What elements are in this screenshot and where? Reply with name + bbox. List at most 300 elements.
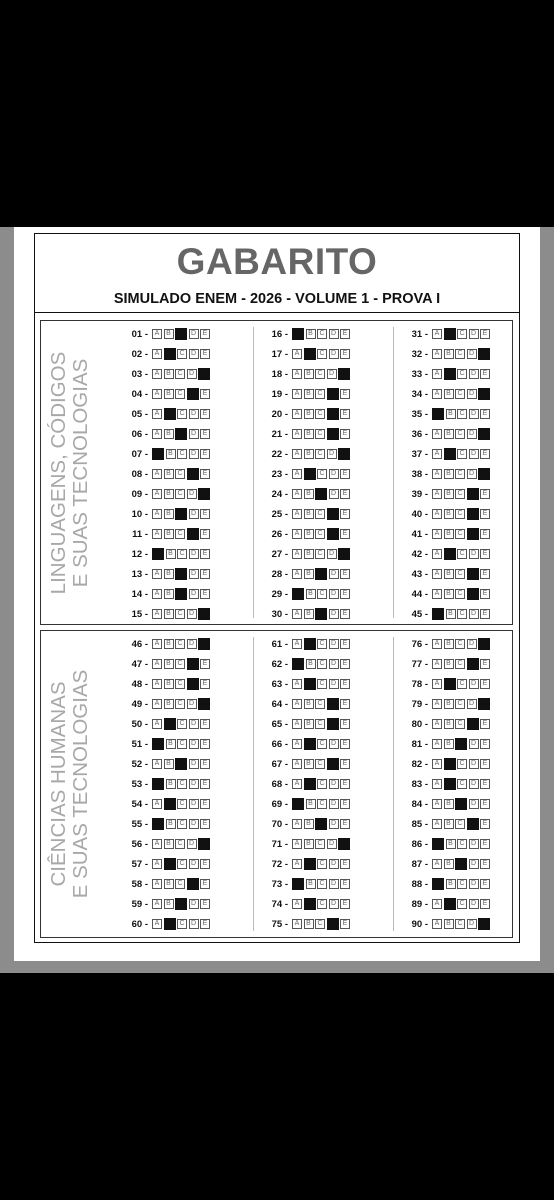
option-bubble-b: B bbox=[164, 329, 174, 339]
option-bubble-c: C bbox=[455, 569, 465, 579]
question-row bbox=[116, 507, 212, 521]
option-bubble-e bbox=[198, 368, 210, 380]
option-bubble-a: A bbox=[152, 919, 162, 929]
question-row bbox=[116, 527, 212, 541]
question-row bbox=[116, 487, 212, 501]
option-bubble-b: B bbox=[444, 569, 454, 579]
option-bubble-d: D bbox=[329, 349, 339, 359]
page-title: GABARITO bbox=[176, 241, 378, 282]
option-bubble-a: A bbox=[152, 529, 162, 539]
option-bubble-d: D bbox=[469, 839, 479, 849]
option-bubble-a: A bbox=[432, 429, 442, 439]
question-row bbox=[396, 917, 492, 931]
option-bubble-a: A bbox=[152, 429, 162, 439]
option-bubble-e: E bbox=[200, 589, 210, 599]
question-number: 22 - bbox=[271, 448, 288, 460]
question-row bbox=[396, 447, 492, 461]
question-row bbox=[396, 467, 492, 481]
option-bubble-e: E bbox=[340, 699, 350, 709]
option-bubble-a bbox=[152, 448, 164, 460]
option-bubble-b: B bbox=[444, 919, 454, 929]
option-bubble-b: B bbox=[306, 799, 316, 809]
question-number: 31 - bbox=[411, 328, 428, 340]
option-bubble-c: C bbox=[175, 489, 185, 499]
option-bubble-c: C bbox=[175, 529, 185, 539]
question-number: 71 - bbox=[271, 838, 288, 850]
option-bubble-a: A bbox=[292, 369, 302, 379]
option-bubble-d: D bbox=[469, 779, 479, 789]
option-bubble-a: A bbox=[292, 839, 302, 849]
option-bubble-b: B bbox=[444, 349, 454, 359]
option-bubble-b: B bbox=[164, 879, 174, 889]
option-bubble-e bbox=[478, 348, 490, 360]
option-bubble-d: D bbox=[187, 369, 197, 379]
section-ciencias-humanas bbox=[40, 630, 513, 938]
option-bubble-c bbox=[175, 758, 187, 770]
option-bubble-e: E bbox=[480, 739, 490, 749]
option-bubble-d bbox=[467, 588, 479, 600]
question-row bbox=[256, 897, 352, 911]
option-bubble-e bbox=[478, 428, 490, 440]
question-row bbox=[396, 717, 492, 731]
option-bubble-a: A bbox=[292, 449, 302, 459]
option-bubble-b: B bbox=[304, 569, 314, 579]
question-number: 25 - bbox=[271, 508, 288, 520]
option-bubble-c: C bbox=[457, 609, 467, 619]
column-divider bbox=[253, 637, 254, 931]
question-number: 82 - bbox=[411, 758, 428, 770]
option-bubble-e: E bbox=[340, 489, 350, 499]
option-bubble-e: E bbox=[340, 779, 350, 789]
option-bubble-a bbox=[292, 878, 304, 890]
option-bubble-d bbox=[187, 658, 199, 670]
option-bubble-c bbox=[175, 568, 187, 580]
option-bubble-b: B bbox=[166, 549, 176, 559]
question-number: 90 - bbox=[411, 918, 428, 930]
option-bubble-a: A bbox=[292, 859, 302, 869]
option-bubble-b: B bbox=[444, 639, 454, 649]
option-bubble-e: E bbox=[340, 859, 350, 869]
option-bubble-d: D bbox=[329, 609, 339, 619]
answer-sheet-page bbox=[14, 227, 540, 961]
question-row bbox=[116, 387, 212, 401]
question-row bbox=[396, 427, 492, 441]
option-bubble-d: D bbox=[329, 859, 339, 869]
option-bubble-c: C bbox=[175, 879, 185, 889]
question-number: 41 - bbox=[411, 528, 428, 540]
question-row bbox=[396, 857, 492, 871]
option-bubble-a: A bbox=[152, 349, 162, 359]
option-bubble-d: D bbox=[329, 899, 339, 909]
option-bubble-b: B bbox=[304, 759, 314, 769]
question-row bbox=[396, 777, 492, 791]
option-bubble-a: A bbox=[152, 369, 162, 379]
option-bubble-e: E bbox=[340, 389, 350, 399]
option-bubble-e: E bbox=[340, 799, 350, 809]
option-bubble-e: E bbox=[480, 409, 490, 419]
option-bubble-b: B bbox=[164, 389, 174, 399]
option-bubble-b: B bbox=[306, 329, 316, 339]
question-row bbox=[116, 367, 212, 381]
option-bubble-c: C bbox=[177, 859, 187, 869]
question-row bbox=[116, 657, 212, 671]
option-bubble-a bbox=[152, 548, 164, 560]
question-row bbox=[256, 347, 352, 361]
option-bubble-b: B bbox=[164, 609, 174, 619]
section-label-line-1: LINGUAGENS, CÓDIGOS bbox=[47, 351, 70, 594]
option-bubble-a: A bbox=[292, 469, 302, 479]
option-bubble-d: D bbox=[327, 449, 337, 459]
question-number: 77 - bbox=[411, 658, 428, 670]
option-bubble-d: D bbox=[467, 639, 477, 649]
option-bubble-c: C bbox=[315, 699, 325, 709]
option-bubble-e: E bbox=[200, 859, 210, 869]
option-bubble-a: A bbox=[292, 739, 302, 749]
question-number: 12 - bbox=[131, 548, 148, 560]
option-bubble-d: D bbox=[329, 569, 339, 579]
question-row bbox=[116, 757, 212, 771]
question-row bbox=[116, 467, 212, 481]
option-bubble-a: A bbox=[432, 349, 442, 359]
question-number: 81 - bbox=[411, 738, 428, 750]
option-bubble-d: D bbox=[189, 549, 199, 559]
option-bubble-e: E bbox=[340, 429, 350, 439]
option-bubble-b: B bbox=[444, 819, 454, 829]
question-row bbox=[256, 327, 352, 341]
option-bubble-b: B bbox=[444, 659, 454, 669]
option-bubble-d: D bbox=[187, 489, 197, 499]
option-bubble-a: A bbox=[432, 329, 442, 339]
option-bubble-d: D bbox=[327, 839, 337, 849]
option-bubble-c: C bbox=[177, 549, 187, 559]
option-bubble-c: C bbox=[317, 739, 327, 749]
option-bubble-a: A bbox=[152, 899, 162, 909]
question-number: 10 - bbox=[131, 508, 148, 520]
option-bubble-b: B bbox=[304, 529, 314, 539]
option-bubble-e: E bbox=[340, 899, 350, 909]
question-row bbox=[116, 427, 212, 441]
question-row bbox=[256, 717, 352, 731]
option-bubble-e: E bbox=[200, 799, 210, 809]
option-bubble-b: B bbox=[444, 429, 454, 439]
question-number: 68 - bbox=[271, 778, 288, 790]
option-bubble-d bbox=[187, 678, 199, 690]
option-bubble-d: D bbox=[327, 369, 337, 379]
question-row bbox=[256, 427, 352, 441]
option-bubble-b bbox=[444, 548, 456, 560]
option-bubble-d: D bbox=[469, 369, 479, 379]
option-bubble-a: A bbox=[292, 409, 302, 419]
question-row bbox=[256, 547, 352, 561]
option-bubble-a: A bbox=[432, 719, 442, 729]
option-bubble-a: A bbox=[152, 509, 162, 519]
option-bubble-e: E bbox=[340, 659, 350, 669]
option-bubble-b bbox=[164, 858, 176, 870]
option-bubble-e: E bbox=[340, 469, 350, 479]
question-number: 45 - bbox=[411, 608, 428, 620]
question-number: 14 - bbox=[131, 588, 148, 600]
option-bubble-c: C bbox=[315, 549, 325, 559]
option-bubble-b bbox=[304, 858, 316, 870]
option-bubble-c: C bbox=[457, 449, 467, 459]
question-number: 47 - bbox=[131, 658, 148, 670]
question-row bbox=[256, 527, 352, 541]
option-bubble-b: B bbox=[304, 369, 314, 379]
option-bubble-b: B bbox=[164, 469, 174, 479]
option-bubble-a: A bbox=[292, 819, 302, 829]
option-bubble-c: C bbox=[175, 389, 185, 399]
question-number: 52 - bbox=[131, 758, 148, 770]
option-bubble-e: E bbox=[340, 919, 350, 929]
question-row bbox=[396, 327, 492, 341]
option-bubble-d bbox=[327, 408, 339, 420]
question-number: 08 - bbox=[131, 468, 148, 480]
question-row bbox=[116, 637, 212, 651]
option-bubble-b: B bbox=[446, 609, 456, 619]
option-bubble-e: E bbox=[340, 529, 350, 539]
question-number: 73 - bbox=[271, 878, 288, 890]
question-row bbox=[396, 547, 492, 561]
option-bubble-d: D bbox=[189, 329, 199, 339]
option-bubble-a: A bbox=[152, 329, 162, 339]
option-bubble-d bbox=[327, 918, 339, 930]
option-bubble-d: D bbox=[189, 919, 199, 929]
option-bubble-a: A bbox=[152, 699, 162, 709]
option-bubble-b: B bbox=[164, 589, 174, 599]
option-bubble-a bbox=[432, 608, 444, 620]
option-bubble-d: D bbox=[189, 819, 199, 829]
question-number: 58 - bbox=[131, 878, 148, 890]
option-bubble-d: D bbox=[189, 589, 199, 599]
question-number: 21 - bbox=[271, 428, 288, 440]
option-bubble-d: D bbox=[467, 349, 477, 359]
option-bubble-c: C bbox=[175, 639, 185, 649]
option-bubble-d: D bbox=[329, 819, 339, 829]
section-linguagens bbox=[40, 320, 513, 625]
section-label bbox=[41, 631, 99, 937]
option-bubble-a: A bbox=[292, 919, 302, 929]
option-bubble-d: D bbox=[469, 879, 479, 889]
option-bubble-b: B bbox=[164, 509, 174, 519]
option-bubble-c: C bbox=[317, 899, 327, 909]
option-bubble-d bbox=[467, 488, 479, 500]
question-row bbox=[256, 737, 352, 751]
option-bubble-d: D bbox=[189, 899, 199, 909]
question-row bbox=[116, 897, 212, 911]
option-bubble-b bbox=[444, 758, 456, 770]
option-bubble-c: C bbox=[175, 659, 185, 669]
option-bubble-e: E bbox=[200, 819, 210, 829]
option-bubble-a: A bbox=[292, 699, 302, 709]
option-bubble-e: E bbox=[200, 739, 210, 749]
option-bubble-a bbox=[432, 408, 444, 420]
option-bubble-e: E bbox=[200, 899, 210, 909]
option-bubble-e: E bbox=[480, 569, 490, 579]
option-bubble-c bbox=[315, 818, 327, 830]
option-bubble-e: E bbox=[480, 509, 490, 519]
option-bubble-c bbox=[315, 488, 327, 500]
option-bubble-a: A bbox=[292, 509, 302, 519]
option-bubble-a bbox=[152, 738, 164, 750]
option-bubble-d bbox=[467, 528, 479, 540]
option-bubble-c bbox=[175, 508, 187, 520]
question-number: 05 - bbox=[131, 408, 148, 420]
option-bubble-e: E bbox=[480, 839, 490, 849]
question-number: 34 - bbox=[411, 388, 428, 400]
option-bubble-e: E bbox=[480, 449, 490, 459]
question-number: 48 - bbox=[131, 678, 148, 690]
option-bubble-c: C bbox=[317, 589, 327, 599]
question-row bbox=[396, 407, 492, 421]
question-number: 70 - bbox=[271, 818, 288, 830]
option-bubble-c: C bbox=[315, 919, 325, 929]
option-bubble-c: C bbox=[317, 859, 327, 869]
option-bubble-c: C bbox=[455, 509, 465, 519]
option-bubble-a: A bbox=[432, 799, 442, 809]
question-row bbox=[396, 347, 492, 361]
option-bubble-c: C bbox=[317, 659, 327, 669]
option-bubble-a: A bbox=[432, 489, 442, 499]
question-number: 32 - bbox=[411, 348, 428, 360]
option-bubble-d: D bbox=[189, 449, 199, 459]
question-row bbox=[116, 877, 212, 891]
option-bubble-d: D bbox=[189, 719, 199, 729]
option-bubble-d: D bbox=[329, 879, 339, 889]
question-row bbox=[256, 837, 352, 851]
option-bubble-b: B bbox=[304, 389, 314, 399]
option-bubble-c: C bbox=[175, 699, 185, 709]
question-number: 88 - bbox=[411, 878, 428, 890]
answer-key-sheet bbox=[34, 233, 520, 943]
question-number: 66 - bbox=[271, 738, 288, 750]
option-bubble-d: D bbox=[329, 739, 339, 749]
option-bubble-b: B bbox=[304, 509, 314, 519]
option-bubble-a: A bbox=[152, 759, 162, 769]
question-number: 79 - bbox=[411, 698, 428, 710]
option-bubble-c: C bbox=[177, 779, 187, 789]
option-bubble-b bbox=[164, 348, 176, 360]
option-bubble-c: C bbox=[315, 509, 325, 519]
option-bubble-c: C bbox=[455, 819, 465, 829]
option-bubble-b: B bbox=[164, 429, 174, 439]
option-bubble-e bbox=[198, 838, 210, 850]
option-bubble-d: D bbox=[327, 549, 337, 559]
question-row bbox=[396, 487, 492, 501]
option-bubble-a: A bbox=[152, 839, 162, 849]
question-row bbox=[396, 877, 492, 891]
option-bubble-d bbox=[187, 388, 199, 400]
option-bubble-a: A bbox=[432, 919, 442, 929]
option-bubble-d: D bbox=[329, 679, 339, 689]
question-row bbox=[116, 407, 212, 421]
question-row bbox=[396, 677, 492, 691]
question-row bbox=[256, 637, 352, 651]
option-bubble-c: C bbox=[315, 529, 325, 539]
option-bubble-b bbox=[444, 448, 456, 460]
option-bubble-e: E bbox=[480, 589, 490, 599]
option-bubble-d: D bbox=[469, 329, 479, 339]
question-number: 38 - bbox=[411, 468, 428, 480]
option-bubble-c: C bbox=[457, 369, 467, 379]
question-number: 39 - bbox=[411, 488, 428, 500]
option-bubble-a: A bbox=[432, 509, 442, 519]
option-bubble-d: D bbox=[469, 679, 479, 689]
option-bubble-c: C bbox=[457, 839, 467, 849]
option-bubble-d: D bbox=[189, 409, 199, 419]
option-bubble-e: E bbox=[200, 719, 210, 729]
option-bubble-c: C bbox=[315, 389, 325, 399]
option-bubble-b: B bbox=[166, 739, 176, 749]
option-bubble-d: D bbox=[329, 659, 339, 669]
option-bubble-e: E bbox=[340, 569, 350, 579]
option-bubble-b: B bbox=[444, 529, 454, 539]
question-number: 72 - bbox=[271, 858, 288, 870]
option-bubble-e bbox=[198, 698, 210, 710]
option-bubble-d bbox=[467, 818, 479, 830]
option-bubble-d: D bbox=[469, 899, 479, 909]
option-bubble-a: A bbox=[432, 569, 442, 579]
option-bubble-d: D bbox=[187, 639, 197, 649]
option-bubble-e: E bbox=[480, 489, 490, 499]
question-row bbox=[116, 547, 212, 561]
option-bubble-b bbox=[444, 328, 456, 340]
option-bubble-c: C bbox=[457, 329, 467, 339]
option-bubble-a: A bbox=[292, 549, 302, 559]
question-number: 55 - bbox=[131, 818, 148, 830]
question-row bbox=[116, 447, 212, 461]
option-bubble-d: D bbox=[329, 799, 339, 809]
option-bubble-a bbox=[432, 878, 444, 890]
option-bubble-c: C bbox=[317, 469, 327, 479]
option-bubble-b bbox=[304, 898, 316, 910]
option-bubble-d: D bbox=[187, 839, 197, 849]
question-row bbox=[256, 817, 352, 831]
option-bubble-d: D bbox=[469, 759, 479, 769]
question-number: 03 - bbox=[131, 368, 148, 380]
question-number: 49 - bbox=[131, 698, 148, 710]
option-bubble-a: A bbox=[152, 389, 162, 399]
option-bubble-d: D bbox=[189, 569, 199, 579]
option-bubble-e bbox=[478, 468, 490, 480]
option-bubble-a: A bbox=[292, 489, 302, 499]
option-bubble-c: C bbox=[457, 779, 467, 789]
option-bubble-a: A bbox=[432, 899, 442, 909]
option-bubble-c: C bbox=[177, 799, 187, 809]
option-bubble-d: D bbox=[467, 429, 477, 439]
option-bubble-e: E bbox=[340, 679, 350, 689]
title-divider bbox=[35, 312, 519, 313]
question-row bbox=[256, 367, 352, 381]
question-number: 46 - bbox=[131, 638, 148, 650]
question-number: 62 - bbox=[271, 658, 288, 670]
option-bubble-c: C bbox=[177, 449, 187, 459]
option-bubble-e: E bbox=[200, 409, 210, 419]
option-bubble-c: C bbox=[315, 759, 325, 769]
option-bubble-b: B bbox=[304, 919, 314, 929]
option-bubble-a: A bbox=[432, 739, 442, 749]
option-bubble-b: B bbox=[166, 819, 176, 829]
option-bubble-c: C bbox=[457, 549, 467, 559]
question-number: 23 - bbox=[271, 468, 288, 480]
option-bubble-a: A bbox=[432, 449, 442, 459]
option-bubble-e: E bbox=[200, 469, 210, 479]
option-bubble-b bbox=[444, 678, 456, 690]
option-bubble-b bbox=[164, 918, 176, 930]
option-bubble-a: A bbox=[152, 879, 162, 889]
option-bubble-a: A bbox=[292, 639, 302, 649]
option-bubble-c bbox=[315, 608, 327, 620]
question-row bbox=[396, 837, 492, 851]
